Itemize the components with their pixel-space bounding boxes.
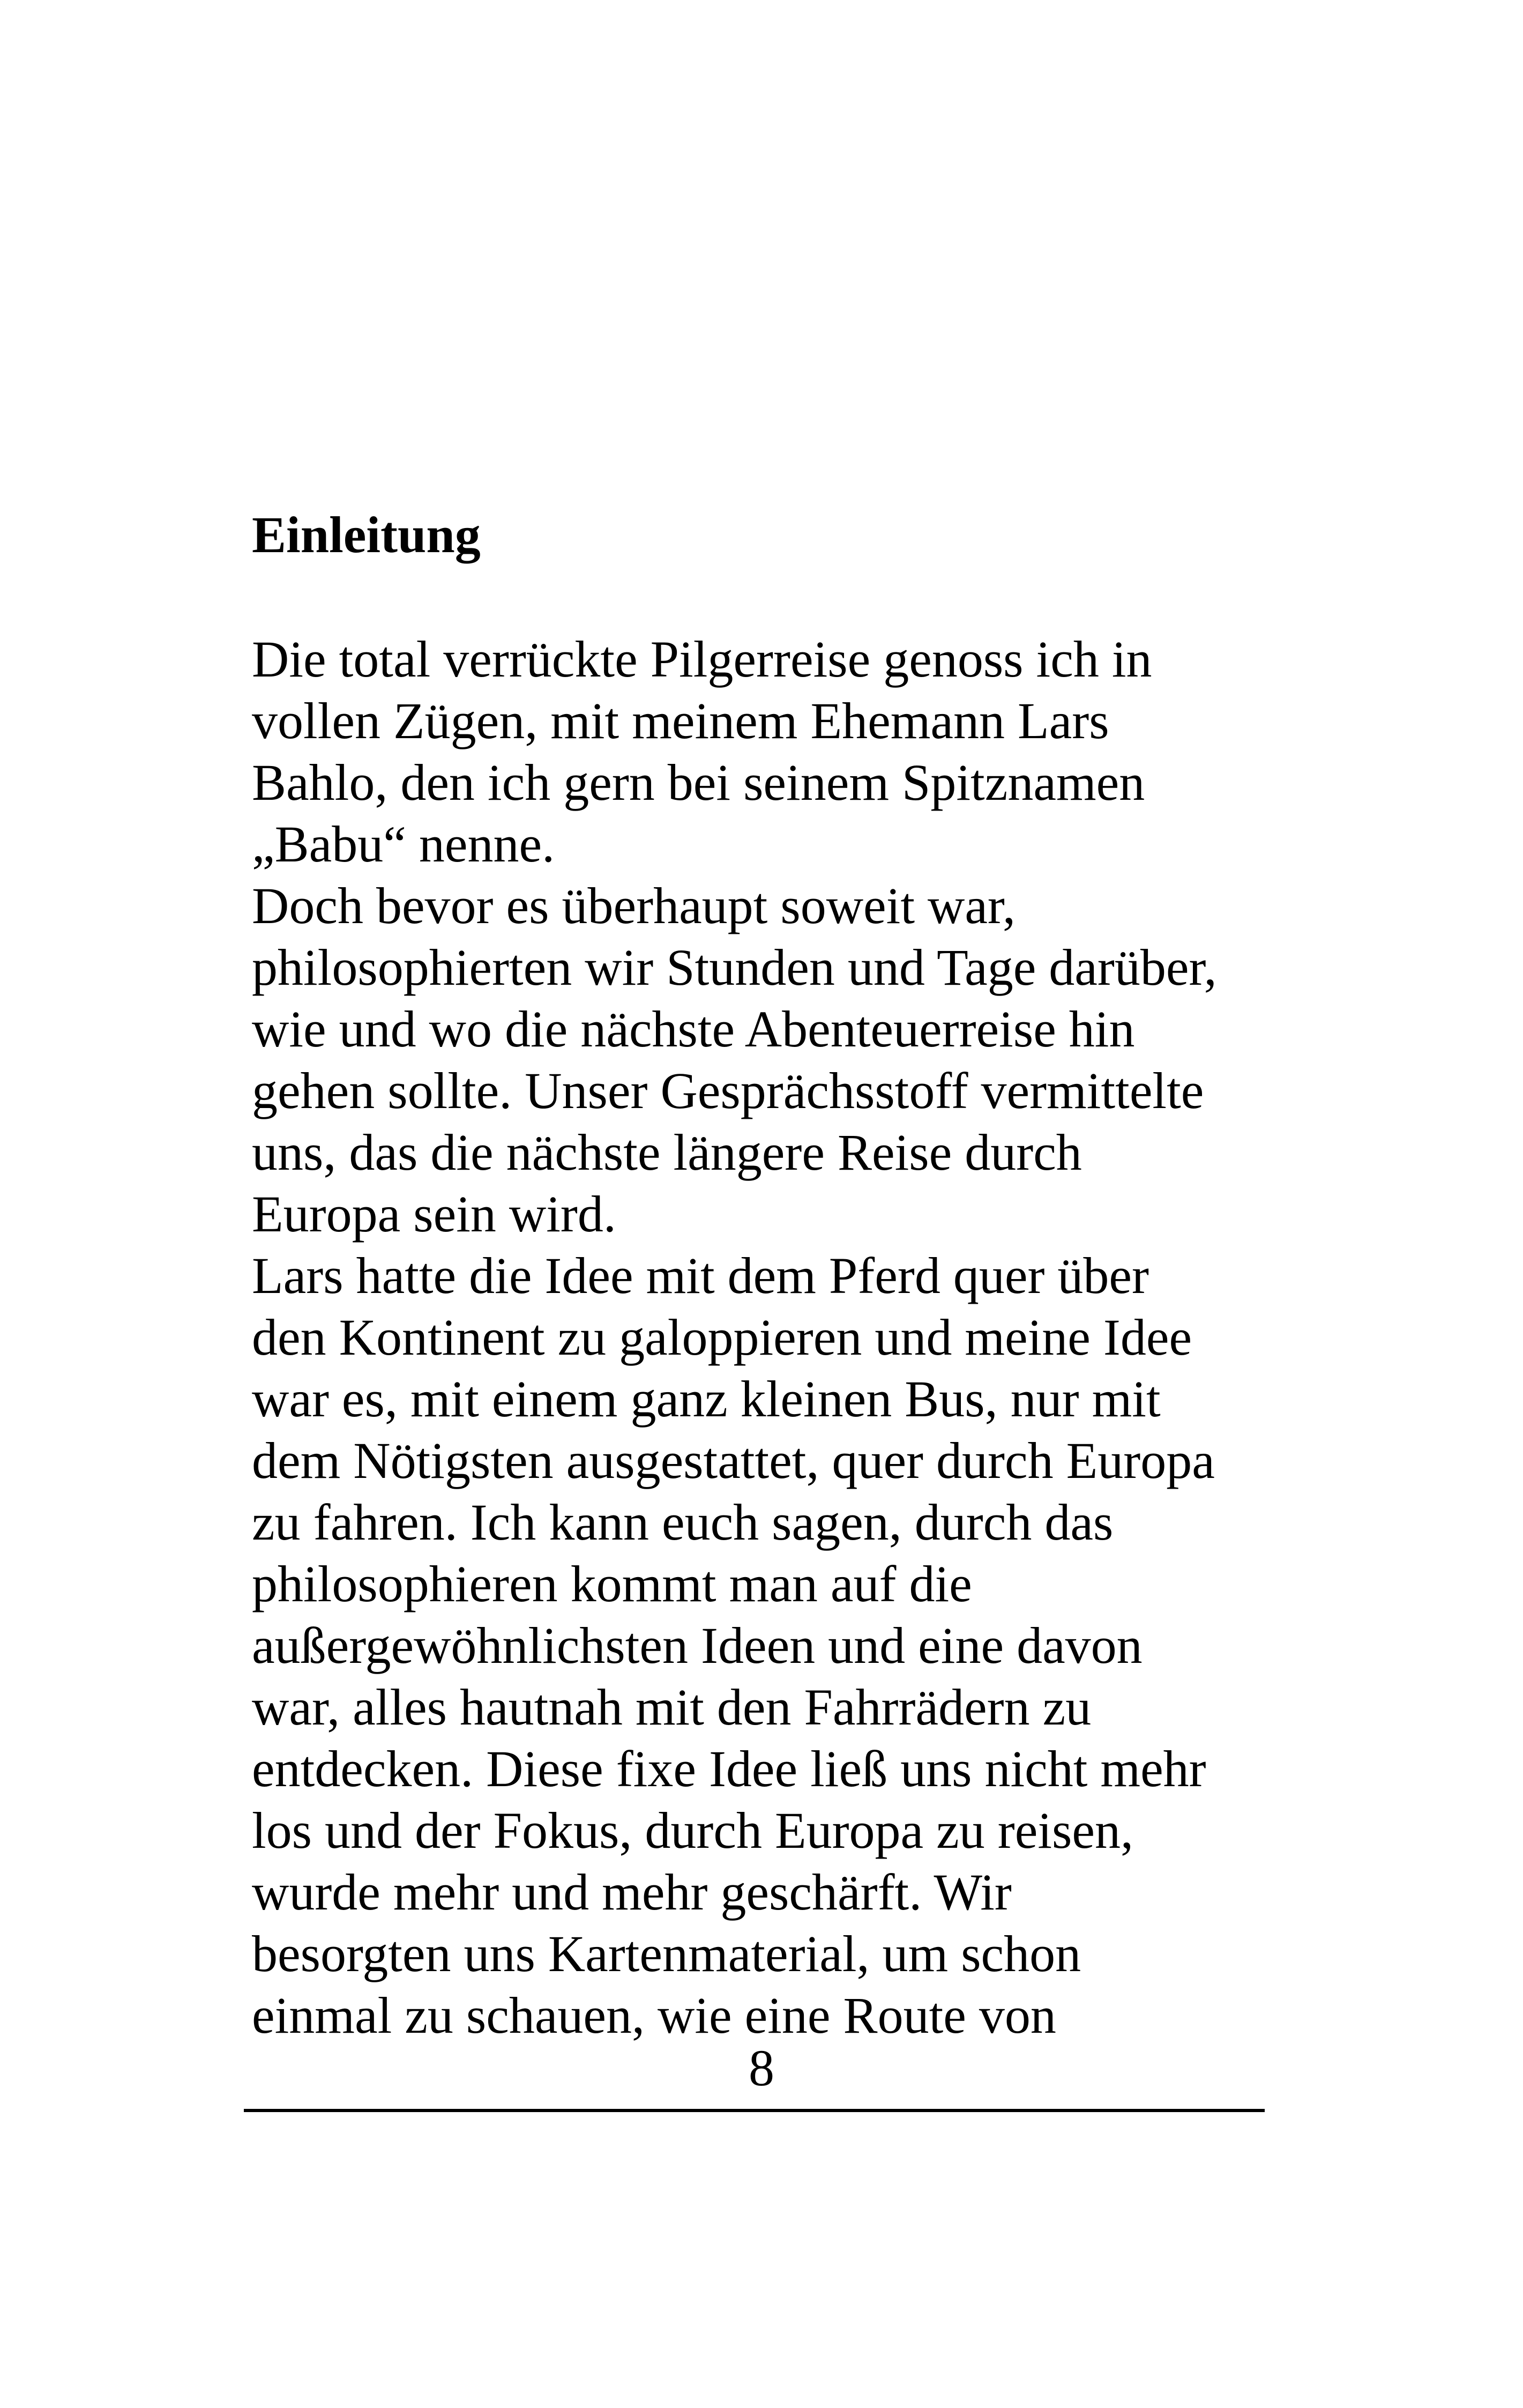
text-line: wie und wo die nächste Abenteuerreise hin <box>252 1000 1135 1058</box>
text-line: besorgten uns Kartenmaterial, um schon <box>252 1925 1081 1982</box>
text-line: dem Nötigsten ausgestattet, quer durch Europa <box>252 1432 1215 1489</box>
text-line: philosophierten wir Stunden und Tage darüber, <box>252 939 1217 996</box>
text-line: Lars hatte die Idee mit dem Pferd quer über <box>252 1247 1149 1304</box>
text-line: wurde mehr und mehr geschärft. Wir <box>252 1863 1012 1921</box>
text-line: uns, das die nächste längere Reise durch <box>252 1124 1082 1181</box>
text-line: gehen sollte. Unser Gesprächsstoff vermittelte <box>252 1062 1204 1119</box>
text-line: einmal zu schauen, wie eine Route von <box>252 1987 1056 2044</box>
text-line: war es, mit einem ganz kleinen Bus, nur mit <box>252 1370 1161 1428</box>
text-line: Die total verrückte Pilgerreise genoss ich in <box>252 630 1152 688</box>
text-line: philosophieren kommt man auf die <box>252 1555 972 1612</box>
text-line: Europa sein wird. <box>252 1185 616 1243</box>
text-line: zu fahren. Ich kann euch sagen, durch das <box>252 1493 1114 1551</box>
text-line: war, alles hautnah mit den Fahrrädern zu <box>252 1678 1092 1736</box>
text-line: vollen Zügen, mit meinem Ehemann Lars <box>252 692 1109 749</box>
footer-rule <box>244 2109 1265 2112</box>
text-line: Doch bevor es überhaupt soweit war, <box>252 877 1016 934</box>
page-number: 8 <box>749 2039 774 2097</box>
text-line: den Kontinent zu galoppieren und meine Idee <box>252 1309 1192 1366</box>
text-line: entdecken. Diese fixe Idee ließ uns nicht mehr <box>252 1740 1206 1797</box>
text-line: „Babu“ nenne. <box>252 815 555 873</box>
chapter-heading: Einleitung <box>252 506 481 563</box>
body-text <box>252 628 1291 2046</box>
text-line: los und der Fokus, durch Europa zu reisen, <box>252 1802 1133 1859</box>
text-line: Bahlo, den ich gern bei seinem Spitznamen <box>252 754 1145 811</box>
text-line: außergewöhnlichsten Ideen und eine davon <box>252 1617 1143 1674</box>
